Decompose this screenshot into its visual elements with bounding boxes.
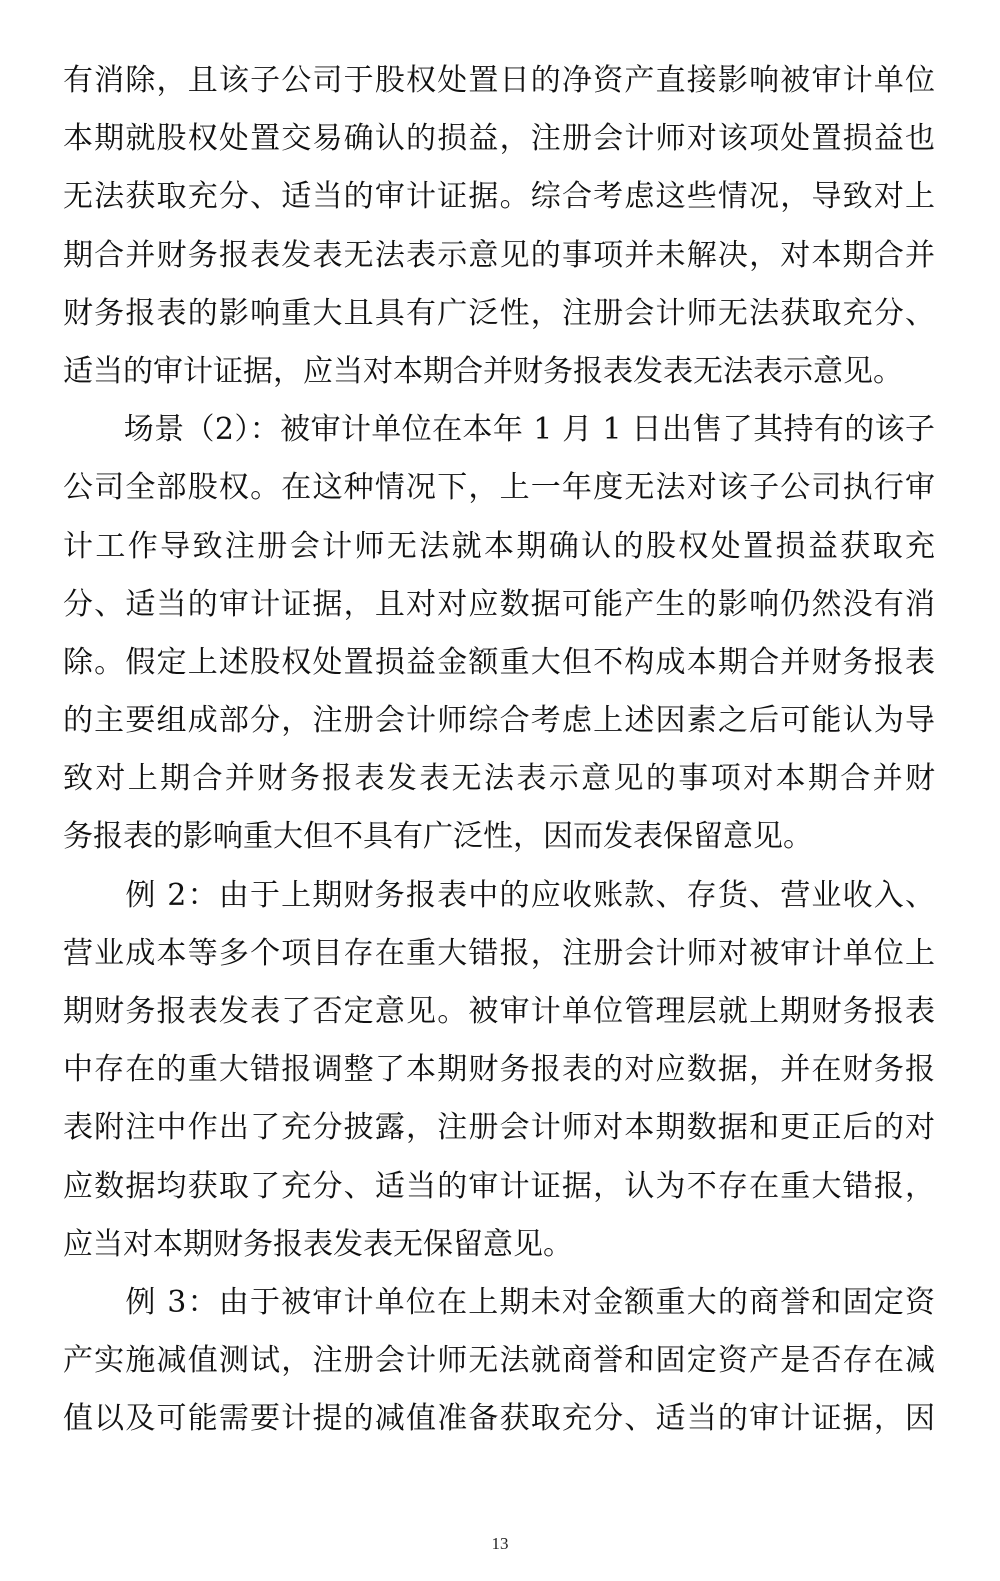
text-line: 财务报表的影响重大且具有广泛性，注册会计师无法获取充分、	[63, 295, 935, 331]
text-line: 场景（2）：被审计单位在本年 1 月 1 日出售了其持有的该子	[63, 412, 935, 448]
text-line: 例 2：由于上期财务报表中的应收账款、存货、营业收入、	[63, 877, 935, 913]
text-line: 产实施减值测试，注册会计师无法就商誉和固定资产是否存在减	[63, 1343, 935, 1379]
text-line: 表附注中作出了充分披露，注册会计师对本期数据和更正后的对	[63, 1110, 935, 1146]
text-line: 分、适当的审计证据，且对对应数据可能产生的影响仍然没有消	[63, 586, 935, 622]
text-line: 本期就股权处置交易确认的损益，注册会计师对该项处置损益也	[63, 121, 935, 157]
text-line: 除。假定上述股权处置损益金额重大但不构成本期合并财务报表	[63, 644, 935, 680]
text-line: 应当对本期财务报表发表无保留意见。	[63, 1226, 573, 1262]
body-text	[63, 52, 935, 1449]
text-line: 适当的审计证据，应当对本期合并财务报表发表无法表示意见。	[63, 353, 903, 389]
text-line: 期合并财务报表发表无法表示意见的事项并未解决，对本期合并	[63, 237, 935, 273]
text-line: 务报表的影响重大但不具有广泛性，因而发表保留意见。	[63, 819, 813, 855]
text-line: 计工作导致注册会计师无法就本期确认的股权处置损益获取充	[63, 528, 935, 564]
page-number: 13	[491, 1534, 509, 1553]
text-line: 的主要组成部分，注册会计师综合考虑上述因素之后可能认为导	[63, 703, 935, 739]
text-line: 有消除，且该子公司于股权处置日的净资产直接影响被审计单位	[63, 63, 935, 98]
text-line: 公司全部股权。在这种情况下，上一年度无法对该子公司执行审	[63, 470, 935, 506]
text-line: 致对上期合并财务报表发表无法表示意见的事项对本期合并财	[63, 761, 935, 797]
text-line: 期财务报表发表了否定意见。被审计单位管理层就上期财务报表	[63, 994, 935, 1029]
text-line: 无法获取充分、适当的审计证据。综合考虑这些情况，导致对上	[63, 179, 935, 215]
text-line: 例 3：由于被审计单位在上期未对金额重大的商誉和固定资	[63, 1284, 935, 1320]
text-line: 应数据均获取了充分、适当的审计证据，认为不存在重大错报，	[63, 1168, 935, 1204]
text-line: 中存在的重大错报调整了本期财务报表的对应数据，并在财务报	[63, 1052, 935, 1088]
text-line: 营业成本等多个项目存在重大错报，注册会计师对被审计单位上	[63, 935, 935, 971]
text-line: 值以及可能需要计提的减值准备获取充分、适当的审计证据，因	[63, 1401, 935, 1437]
